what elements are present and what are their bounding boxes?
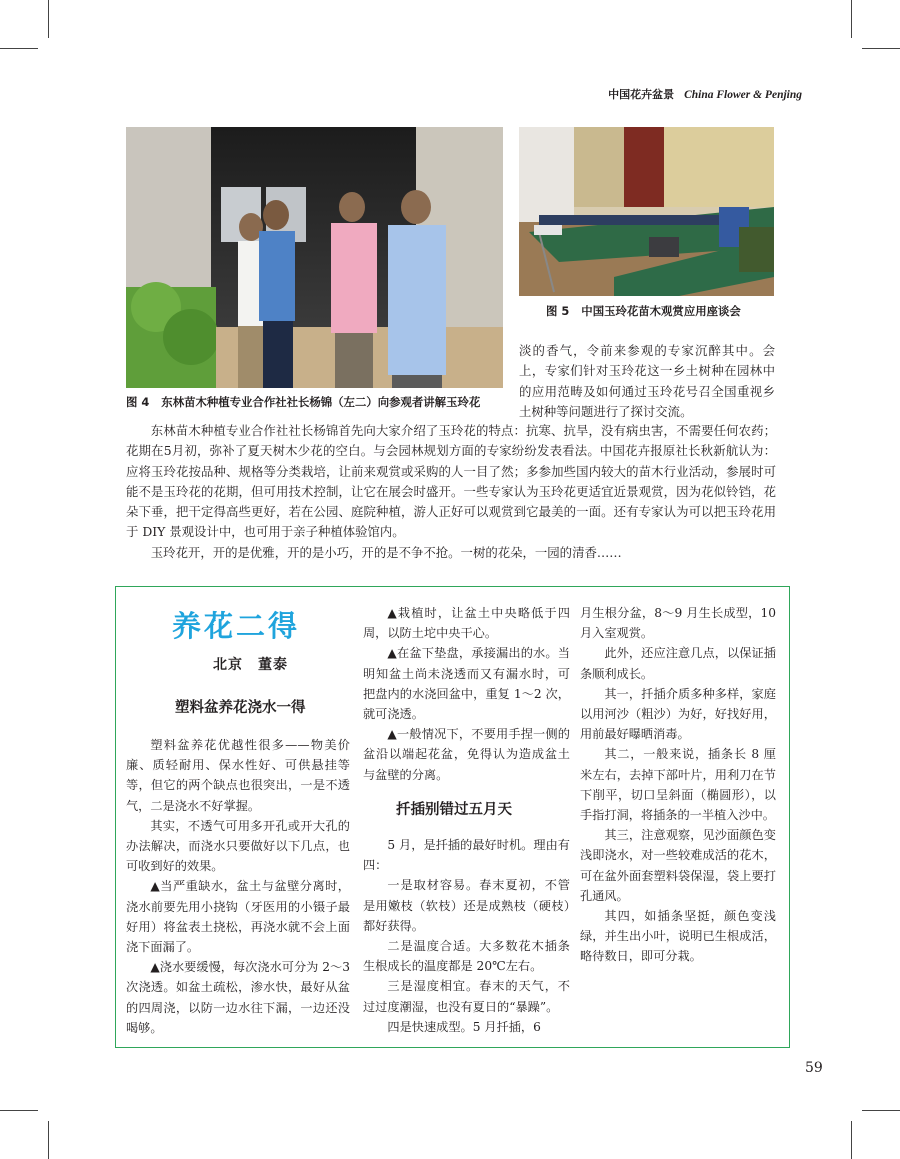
figure5-photo [519,127,774,296]
box-column-1 [126,735,350,1038]
header-en: China Flower & Penjing [684,89,802,101]
box-column-3 [580,603,776,967]
figure5-number: 图 5 [546,304,570,318]
box-paragraph: ▲浇水要缓慢，每次浇水可分为 2～3 次浇透。如盆土疏松，渗水快，最好从盆的四周浇，以防一边水往下漏，一边还没喝够。 [126,960,350,1035]
box-paragraph: 其一，扦插介质多种多样，家庭以用河沙（粗沙）为好，好找好用，用前最好曝晒消毒。 [580,686,776,742]
crop-mark [0,1110,38,1111]
box-paragraph: 二是温度合适。大多数花木插条生根成长的温度都是 20℃左右。 [363,939,570,974]
box-paragraph: 塑料盆养花优越性很多——物美价廉、质轻耐用、保水性好、可供悬挂等等，但它的两个缺点也很突出，一是不透气，二是浇水不好掌握。 [126,738,350,813]
box-paragraph: 其三，注意观察，见沙面颜色变浅即浇水，对一些较难成活的花木，可在盆外面套塑料袋保湿，袋上要打孔通风。 [580,828,776,903]
figure4-image [126,127,503,388]
crop-mark [48,1121,49,1159]
section-heading: 塑料盆养花浇水一得 [175,700,306,716]
crop-mark [862,48,900,49]
box-paragraph: 此外，还应注意几点，以保证插条顺利成长。 [580,646,776,681]
box-paragraph: ▲当严重缺水，盆土与盆壁分离时，浇水前要先用小挠钩（牙医用的小镊子最好用）将盆表土挠松，再浇水就不会上面浇下面漏了。 [126,879,350,955]
article-paragraph: 淡的香气，令前来参观的专家沉醉其中。会上，专家们针对玉玲花这一乡土树种在园林中的应用范畴及如何通过玉玲花号召全国重视乡土树种等问题进行了探讨交流。 [519,343,775,419]
box-paragraph: ▲在盆下垫盘，承接漏出的水。当明知盆土尚未浇透而又有漏水时，可把盘内的水浇回盆中，重复 1～2 次，就可浇透。 [363,646,570,722]
figure4-caption [126,394,480,410]
box-author: 北京 董泰 [213,657,288,673]
box-paragraph: ▲一般情况下，不要用手捏一侧的盆沿以端起花盆，免得认为造成盆土与盆壁的分离。 [363,727,570,782]
header-cn: 中国花卉盆景 [608,88,675,101]
article-paragraph: 东林苗木种植专业合作社社长杨锦首先向大家介绍了玉玲花的特点：抗寒、抗旱，没有病虫害，不需要任何农药；花期在5月初，弥补了夏天树木少花的空白。与会园林规划方面的专家纷纷发表看法。中国花卉报原社长秋新航认为：应将玉玲花按品种、规格等分类栽培，让前来观赏或采购的人一目了然；多参加些国内较大的苗木行业活动，参展时可能不是玉玲花的花期，但可用技术控制，让它在展会时盛开。一些专家认为玉玲花更适宜近景观赏，因为花似铃铛，花朵下垂，把干定得高些更好，若在公园、庭院种植，游人正好可以观赏到它最美的一面。还有专家认为可以把玉玲花用于 DIY 景观设计中，也可用于亲子种植体验馆内。 [126,423,776,540]
box-paragraph: 四是快速成型。5 月扦插，6 [387,1019,541,1034]
crop-mark [0,48,38,49]
box-paragraph: 一是取材容易。春末夏初，不管是用嫩枝（软枝）还是成熟枝（硬枝）都好获得。 [363,878,570,933]
page-number: 59 [805,1060,823,1076]
figure5-caption-text: 中国玉玲花苗木观赏应用座谈会 [581,304,741,318]
figure5-caption [546,303,741,319]
box-paragraph: 其二，一般来说，插条长 8 厘米左右，去掉下部叶片，用利刀在节下削平，切口呈斜面（椭圆形），以手指打洞，将插条的一半植入沙中。 [580,747,776,823]
figure5-image [519,127,774,296]
box-paragraph: 其四，如插条坚挺，颜色变浅绿，并生出小叶，说明已生根成活，略待数日，即可分栽。 [580,909,776,964]
crop-mark [48,0,49,38]
figure4-photo [126,127,503,388]
article-right-column [519,341,775,422]
box-paragraph: 三是湿度相宜。春末的天气，不过过度潮湿，也没有夏日的“暴躁”。 [363,979,570,1014]
figure4-caption-text: 东林苗木种植专业合作社社长杨锦（左二）向参观者讲解玉玲花 [161,395,481,409]
box-column-2-bottom [363,835,570,1037]
article-body [126,421,776,563]
crop-mark [851,0,852,38]
box-paragraph: ▲栽植时，让盆土中央略低于四周，以防土坨中央干心。 [363,606,570,641]
crop-mark [862,1110,900,1111]
box-paragraph: 其实，不透气可用多开孔或开大孔的办法解决，而浇水只要做好以下几点，也可收到好的效果。 [126,818,350,874]
box-paragraph: 月生根分盆，8～9 月生长成型，10 月入室观赏。 [580,606,776,641]
box-paragraph: 5 月，是扦插的最好时机。理由有四： [363,838,570,873]
box-column-2 [363,603,570,785]
section-heading: 扦插别错过五月天 [396,802,512,818]
running-header [608,86,802,102]
article-paragraph: 玉玲花开，开的是优雅，开的是小巧，开的是不争不抢。一树的花朵，一园的清香…… [150,544,622,560]
box-title: 养花二得 [172,609,301,643]
figure4-number: 图 4 [126,395,150,409]
crop-mark [851,1121,852,1159]
